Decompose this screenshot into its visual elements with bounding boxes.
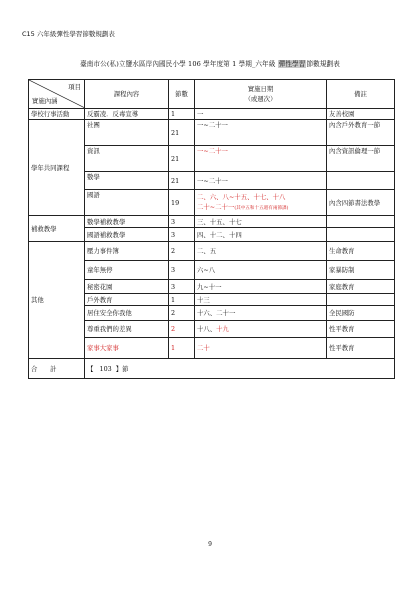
periods-cell: 2 xyxy=(169,242,195,261)
table-header-row xyxy=(29,80,395,109)
periods-cell: 21 xyxy=(169,172,195,190)
course-cell: 國語 xyxy=(85,190,169,216)
periods-cell: 3 xyxy=(169,228,195,242)
total-value: 103 xyxy=(99,364,112,373)
weeks-cell: 四、十二、十四 xyxy=(195,228,327,242)
table-row xyxy=(29,216,395,228)
page-number: 9 xyxy=(208,541,212,548)
periods-cell: 1 xyxy=(169,109,195,120)
weeks-cell: 一~二十一 xyxy=(195,146,327,172)
total-cell xyxy=(85,359,395,379)
category-cell: 學年共同課程 xyxy=(29,120,85,216)
category-cell: 補救教學 xyxy=(29,216,85,242)
total-row xyxy=(29,359,395,379)
col-notes-header: 備註 xyxy=(327,80,395,109)
weeks-cell: 九~十一 xyxy=(195,280,327,294)
course-cell: 數學 xyxy=(85,172,169,190)
periods-cell: 21 xyxy=(169,120,195,146)
col-weeks-header: 實施日期 （或週次） xyxy=(195,80,327,109)
periods-cell: 3 xyxy=(169,216,195,228)
weeks-cell: 二十 xyxy=(195,338,327,359)
notes-cell: 全民國防 xyxy=(327,306,395,321)
periods-cell: 3 xyxy=(169,280,195,294)
course-cell: 壓力事件簿 xyxy=(85,242,169,261)
periods-cell: 1 xyxy=(169,338,195,359)
page-title xyxy=(0,58,420,68)
notes-cell: 家庭教育 xyxy=(327,280,395,294)
periods-cell: 3 xyxy=(169,261,195,280)
schedule-table xyxy=(28,79,395,379)
col-course-header: 課程內容 xyxy=(85,80,169,109)
weeks-part-b: 十九 xyxy=(216,325,229,333)
table-row xyxy=(29,120,395,146)
notes-cell: 生命教育 xyxy=(327,242,395,261)
total-open: 【 xyxy=(87,364,94,373)
table-row xyxy=(29,109,395,120)
total-close: 】節 xyxy=(115,364,129,373)
periods-cell: 21 xyxy=(169,146,195,172)
notes-cell: 性平教育 xyxy=(327,338,395,359)
weeks-line-1: 二、六、八~十五、十七、十八 xyxy=(197,192,286,201)
corner-top-label: 項目 xyxy=(68,83,81,91)
weeks-cell xyxy=(195,321,327,338)
course-cell: 童年無停 xyxy=(85,261,169,280)
course-cell: 居住安全你我他 xyxy=(85,306,169,321)
category-cell: 學校行事活動 xyxy=(29,109,85,120)
course-cell: 反霸凌．反毒宣導 xyxy=(85,109,169,120)
notes-cell: 內含資訊倫理一節 xyxy=(327,146,395,172)
title-highlight: 彈性學習 xyxy=(278,60,306,68)
course-cell: 國語補救教學 xyxy=(85,228,169,242)
course-cell: 秘密花園 xyxy=(85,280,169,294)
notes-cell: 內含戶外教育一節 xyxy=(327,120,395,146)
title-grade: _六年級 xyxy=(251,60,276,68)
weeks-cell: 三、十五、十七 xyxy=(195,216,327,228)
title-suffix: 節數規劃表 xyxy=(306,60,340,68)
periods-cell: 2 xyxy=(169,321,195,338)
course-cell: 尊重我們的差異 xyxy=(85,321,169,338)
weeks-cell: 一~二十一 xyxy=(195,120,327,146)
weeks-cell: 十三 xyxy=(195,294,327,306)
notes-cell: 友善校園 xyxy=(327,109,395,120)
weeks-cell: 一 xyxy=(195,109,327,120)
notes-cell xyxy=(327,294,395,306)
periods-cell: 1 xyxy=(169,294,195,306)
notes-cell xyxy=(327,228,395,242)
col-periods-header: 節數 xyxy=(169,80,195,109)
weeks-line-2: 二十~二十一 xyxy=(197,202,235,211)
periods-cell: 2 xyxy=(169,306,195,321)
notes-cell xyxy=(327,216,395,228)
course-cell: 家事大家事 xyxy=(85,338,169,359)
category-cell: 其他 xyxy=(29,242,85,359)
weeks-cell: 二、五 xyxy=(195,242,327,261)
course-cell: 社團 xyxy=(85,120,169,146)
table-row xyxy=(29,242,395,261)
weeks-cell: 一~二十一 xyxy=(195,172,327,190)
course-cell: 戶外教育 xyxy=(85,294,169,306)
course-cell: 數學補救教學 xyxy=(85,216,169,228)
title-prefix: 臺南市公(私)立鹽水區岸內國民小學 106 學年度第 1 學期 xyxy=(80,60,252,68)
weeks-cell: 十六、二十一 xyxy=(195,306,327,321)
course-cell: 資訊 xyxy=(85,146,169,172)
notes-cell: 內含四節書法教學 xyxy=(327,190,395,216)
notes-cell: 性平教育 xyxy=(327,321,395,338)
corner-cell xyxy=(29,80,85,109)
weeks-note: (其中五和十五週有兩節課) xyxy=(234,205,289,211)
total-label: 合 計 xyxy=(29,359,85,379)
weeks-cell: 六~八 xyxy=(195,261,327,280)
corner-bottom-label: 實施內涵 xyxy=(32,97,58,105)
weeks-cell xyxy=(195,190,327,216)
notes-cell: 家暴防制 xyxy=(327,261,395,280)
periods-cell: 19 xyxy=(169,190,195,216)
document-header: C15 六年級彈性學習節數規劃表 xyxy=(22,30,115,38)
notes-cell xyxy=(327,172,395,190)
weeks-part-a: 十八、 xyxy=(197,325,217,333)
